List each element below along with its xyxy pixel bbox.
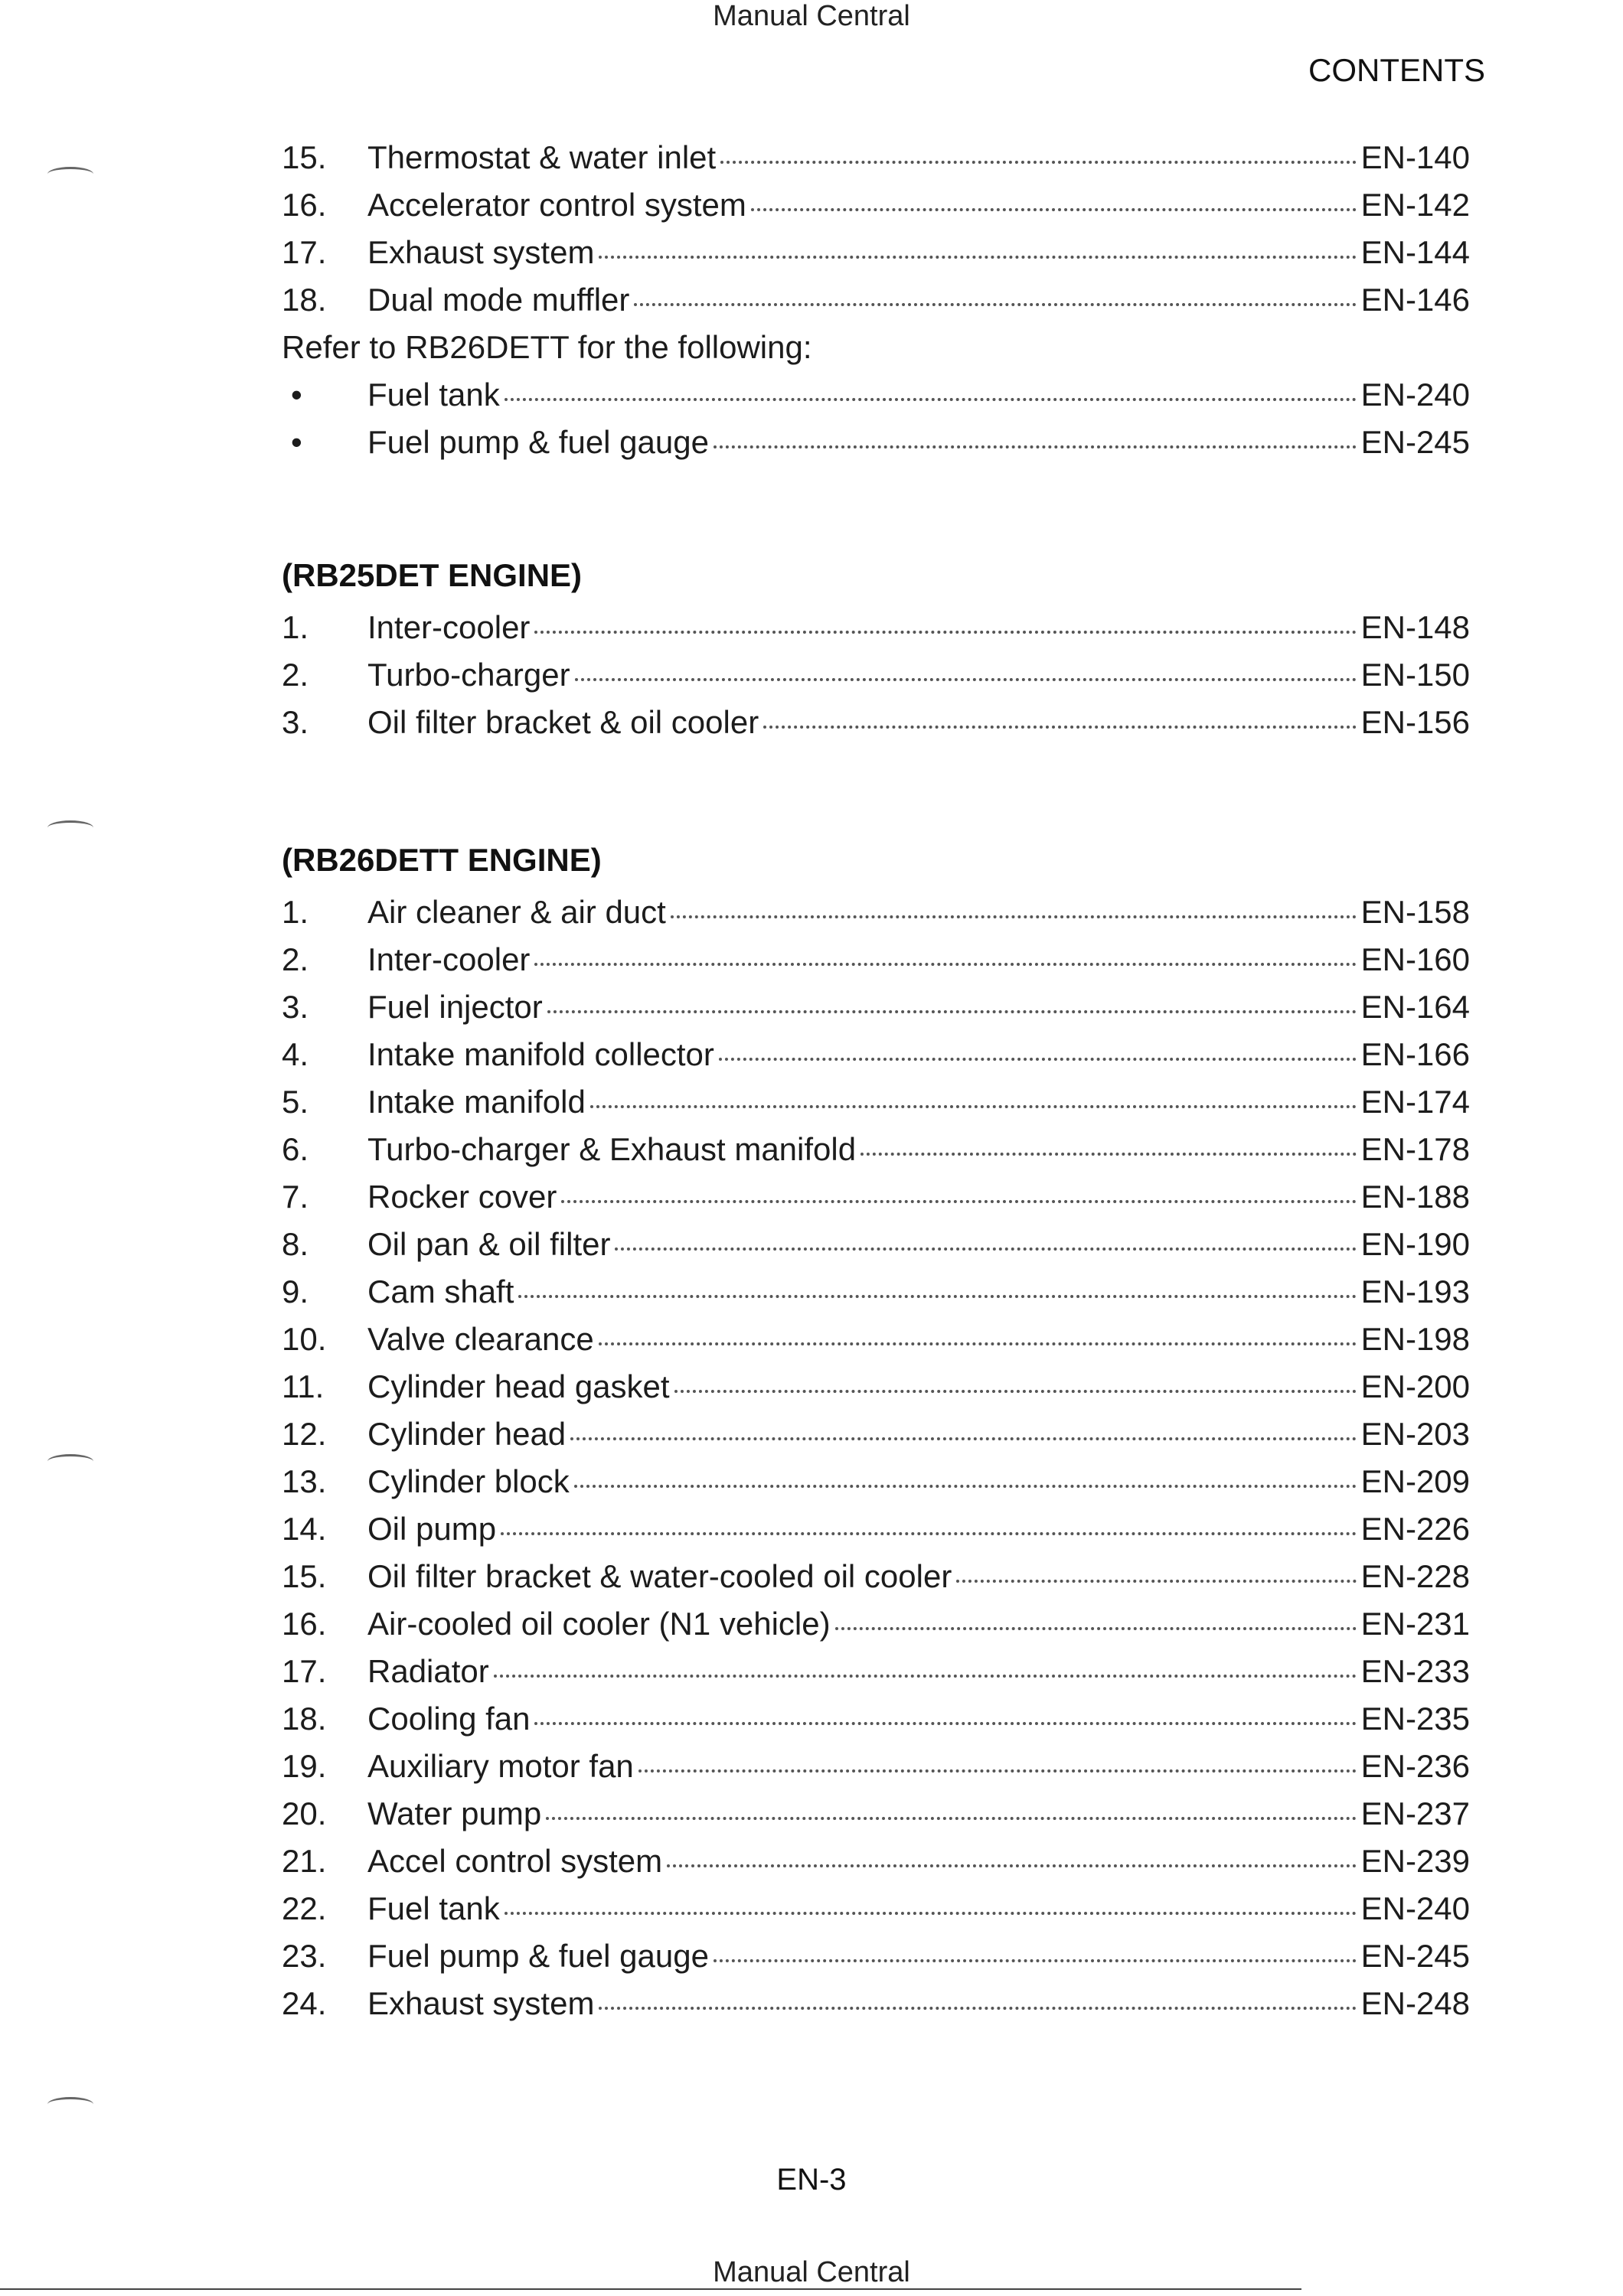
entry-page: EN-174	[1360, 1084, 1470, 1120]
dot-leader	[534, 631, 1356, 634]
entry-title: Accel control system	[367, 1843, 663, 1879]
entry-number: 15.	[282, 1558, 327, 1594]
entry-title: Cam shaft	[367, 1274, 514, 1309]
toc-entry	[282, 1511, 1470, 1558]
entry-page: EN-231	[1360, 1606, 1470, 1642]
entry-page: EN-166	[1360, 1036, 1470, 1072]
entry-number: 3.	[282, 704, 309, 740]
entry-number: 18.	[282, 282, 327, 318]
entry-number: 10.	[282, 1321, 327, 1357]
entry-title: Fuel tank	[367, 377, 500, 413]
dot-leader	[714, 1959, 1357, 1962]
entry-title: Fuel pump & fuel gauge	[367, 424, 709, 460]
entry-page: EN-190	[1360, 1226, 1470, 1262]
toc-entry	[282, 1843, 1470, 1890]
toc-entry	[282, 609, 1470, 657]
toc-entry	[282, 1368, 1470, 1416]
dot-leader	[505, 398, 1357, 401]
dot-leader	[835, 1627, 1357, 1630]
toc-entry	[282, 1179, 1470, 1226]
dot-leader	[667, 1864, 1356, 1867]
entry-title: Cylinder head gasket	[367, 1368, 670, 1404]
bullet-marker: •	[291, 424, 302, 460]
entry-page: EN-148	[1360, 609, 1470, 645]
entry-number: 1.	[282, 609, 309, 645]
entry-title: Cylinder head	[367, 1416, 567, 1452]
dot-leader	[674, 1390, 1357, 1393]
rb25det-section	[282, 557, 1470, 752]
entry-number: 16.	[282, 187, 327, 223]
dot-leader	[546, 1817, 1356, 1820]
toc-entry	[282, 1701, 1470, 1748]
dot-leader	[505, 1912, 1357, 1915]
dot-leader	[599, 256, 1356, 259]
entry-title: Fuel pump & fuel gauge	[367, 1938, 709, 1974]
toc-entry	[282, 1653, 1470, 1701]
dot-leader	[615, 1247, 1356, 1251]
toc-entry	[282, 1558, 1470, 1606]
toc-entry	[282, 1084, 1470, 1131]
rb26dett-heading: (RB26DETT ENGINE)	[282, 842, 602, 878]
entry-page: EN-200	[1360, 1368, 1470, 1404]
entry-number: 2.	[282, 657, 309, 693]
dot-leader	[547, 1010, 1357, 1013]
dot-leader	[590, 1105, 1357, 1108]
entry-title: Cooling fan	[367, 1701, 531, 1737]
entry-page: EN-144	[1360, 234, 1470, 270]
entry-title: Dual mode muffler	[367, 282, 630, 318]
entry-page: EN-142	[1360, 187, 1470, 223]
entry-number: 7.	[282, 1179, 309, 1215]
entry-number: 22.	[282, 1890, 327, 1926]
entry-title: Fuel tank	[367, 1890, 500, 1926]
dot-leader	[956, 1580, 1356, 1583]
toc-entry	[282, 894, 1470, 941]
entry-title: Air-cooled oil cooler (N1 vehicle)	[367, 1606, 831, 1642]
dot-leader	[638, 1769, 1357, 1773]
entry-title: Water pump	[367, 1795, 542, 1831]
toc-entry	[282, 1274, 1470, 1321]
binder-mark	[47, 1454, 93, 1469]
dot-leader	[763, 726, 1356, 729]
entry-title: Exhaust system	[367, 1985, 595, 2021]
entry-page: EN-178	[1360, 1131, 1470, 1167]
entry-title: Turbo-charger & Exhaust manifold	[367, 1131, 857, 1167]
entry-page: EN-228	[1360, 1558, 1470, 1594]
toc-entry	[282, 1795, 1470, 1843]
entry-title: Auxiliary motor fan	[367, 1748, 634, 1784]
entry-page: EN-245	[1360, 424, 1470, 460]
entry-title: Radiator	[367, 1653, 489, 1689]
entry-title: Air cleaner & air duct	[367, 894, 666, 930]
entry-number: 16.	[282, 1606, 327, 1642]
toc-entry	[282, 657, 1470, 704]
binder-mark	[47, 167, 93, 181]
entry-title: Oil pan & oil filter	[367, 1226, 611, 1262]
toc-entry	[282, 1416, 1470, 1463]
entry-page: EN-209	[1360, 1463, 1470, 1499]
entry-page: EN-236	[1360, 1748, 1470, 1784]
dot-leader	[599, 2007, 1356, 2010]
page-number: EN-3	[776, 2163, 847, 2197]
dot-leader	[860, 1153, 1357, 1156]
dot-leader	[570, 1437, 1356, 1440]
entry-title: Fuel injector	[367, 989, 543, 1025]
entry-page: EN-233	[1360, 1653, 1470, 1689]
toc-entry	[282, 234, 1470, 282]
toc-entry	[282, 1748, 1470, 1795]
toc-entry	[282, 282, 1470, 329]
entry-number: 11.	[282, 1368, 325, 1404]
entry-page: EN-239	[1360, 1843, 1470, 1879]
entry-number: 9.	[282, 1274, 309, 1309]
toc-entry	[282, 1606, 1470, 1653]
toc-entry	[282, 1938, 1470, 1985]
entry-title: Oil filter bracket & water-cooled oil cooler	[367, 1558, 952, 1594]
entry-number: 18.	[282, 1701, 327, 1737]
dot-leader	[534, 1722, 1356, 1725]
entry-page: EN-240	[1360, 1890, 1470, 1926]
entry-number: 8.	[282, 1226, 309, 1262]
entry-title: Rocker cover	[367, 1179, 557, 1215]
entry-page: EN-156	[1360, 704, 1470, 740]
entry-page: EN-235	[1360, 1701, 1470, 1737]
dot-leader	[494, 1675, 1357, 1678]
entry-number: 5.	[282, 1084, 309, 1120]
entry-number: 3.	[282, 989, 309, 1025]
bullet-marker: •	[291, 377, 302, 413]
dot-leader	[575, 678, 1357, 681]
entry-number: 13.	[282, 1463, 327, 1499]
entry-page: EN-160	[1360, 941, 1470, 977]
entry-title: Valve clearance	[367, 1321, 594, 1357]
entry-page: EN-226	[1360, 1511, 1470, 1547]
toc-entry	[282, 1890, 1470, 1938]
toc-entry	[282, 1131, 1470, 1179]
entry-number: 21.	[282, 1843, 327, 1879]
toc-entry	[282, 139, 1470, 187]
toc-entry	[282, 1463, 1470, 1511]
entry-number: 1.	[282, 894, 309, 930]
dot-leader	[501, 1532, 1357, 1535]
watermark-top: Manual Central	[713, 0, 910, 32]
entry-number: 23.	[282, 1938, 327, 1974]
entry-page: EN-198	[1360, 1321, 1470, 1357]
entry-title: Cylinder block	[367, 1463, 570, 1499]
entry-page: EN-158	[1360, 894, 1470, 930]
dot-leader	[720, 161, 1356, 164]
entry-page: EN-237	[1360, 1795, 1470, 1831]
entry-title: Oil filter bracket & oil cooler	[367, 704, 759, 740]
binder-mark	[47, 2097, 93, 2112]
entry-page: EN-164	[1360, 989, 1470, 1025]
toc-entry	[282, 424, 1470, 471]
entry-page: EN-203	[1360, 1416, 1470, 1452]
entry-number: 24.	[282, 1985, 327, 2021]
entry-page: EN-248	[1360, 1985, 1470, 2021]
entry-page: EN-245	[1360, 1938, 1470, 1974]
toc-entry	[282, 1226, 1470, 1274]
entry-page: EN-188	[1360, 1179, 1470, 1215]
contents-label: CONTENTS	[1308, 52, 1485, 88]
entry-title: Intake manifold	[367, 1084, 586, 1120]
toc-entry	[282, 1985, 1470, 2033]
entry-number: 6.	[282, 1131, 309, 1167]
entry-number: 2.	[282, 941, 309, 977]
dot-leader	[518, 1295, 1356, 1298]
dot-leader	[634, 303, 1356, 306]
entry-page: EN-240	[1360, 377, 1470, 413]
entry-page: EN-140	[1360, 139, 1470, 175]
dot-leader	[719, 1058, 1357, 1061]
toc-entry	[282, 989, 1470, 1036]
toc-entry	[282, 1321, 1470, 1368]
entry-page: EN-150	[1360, 657, 1470, 693]
dot-leader	[561, 1200, 1356, 1203]
watermark-bottom: Manual Central	[713, 2256, 910, 2288]
entry-title: Oil pump	[367, 1511, 497, 1547]
entry-title: Thermostat & water inlet	[367, 139, 717, 175]
entry-title: Intake manifold collector	[367, 1036, 714, 1072]
toc-entry	[282, 941, 1470, 989]
entry-number: 17.	[282, 1653, 327, 1689]
rb25det-heading: (RB25DET ENGINE)	[282, 557, 583, 593]
entry-number: 20.	[282, 1795, 327, 1831]
entry-title: Accelerator control system	[367, 187, 746, 223]
entry-number: 4.	[282, 1036, 309, 1072]
dot-leader	[671, 915, 1357, 918]
entry-number: 17.	[282, 234, 327, 270]
entry-number: 19.	[282, 1748, 327, 1784]
entry-title: Turbo-charger	[367, 657, 570, 693]
entry-number: 14.	[282, 1511, 327, 1547]
toc-continued-list	[282, 139, 1470, 471]
dot-leader	[751, 208, 1357, 211]
entry-title: Inter-cooler	[367, 941, 531, 977]
entry-title: Exhaust system	[367, 234, 595, 270]
entry-page: EN-193	[1360, 1274, 1470, 1309]
binder-mark	[47, 820, 93, 835]
entry-number: 15.	[282, 139, 327, 175]
dot-leader	[714, 445, 1357, 448]
refer-note: Refer to RB26DETT for the following:	[282, 329, 812, 365]
entry-page: EN-146	[1360, 282, 1470, 318]
dot-leader	[574, 1485, 1357, 1488]
toc-entry	[282, 1036, 1470, 1084]
dot-leader	[534, 963, 1356, 966]
rb26dett-section	[282, 842, 1470, 2033]
toc-entry	[282, 187, 1470, 234]
toc-entry	[282, 704, 1470, 752]
dot-leader	[599, 1342, 1357, 1345]
toc-entry	[282, 377, 1470, 424]
entry-title: Inter-cooler	[367, 609, 531, 645]
entry-number: 12.	[282, 1416, 327, 1452]
